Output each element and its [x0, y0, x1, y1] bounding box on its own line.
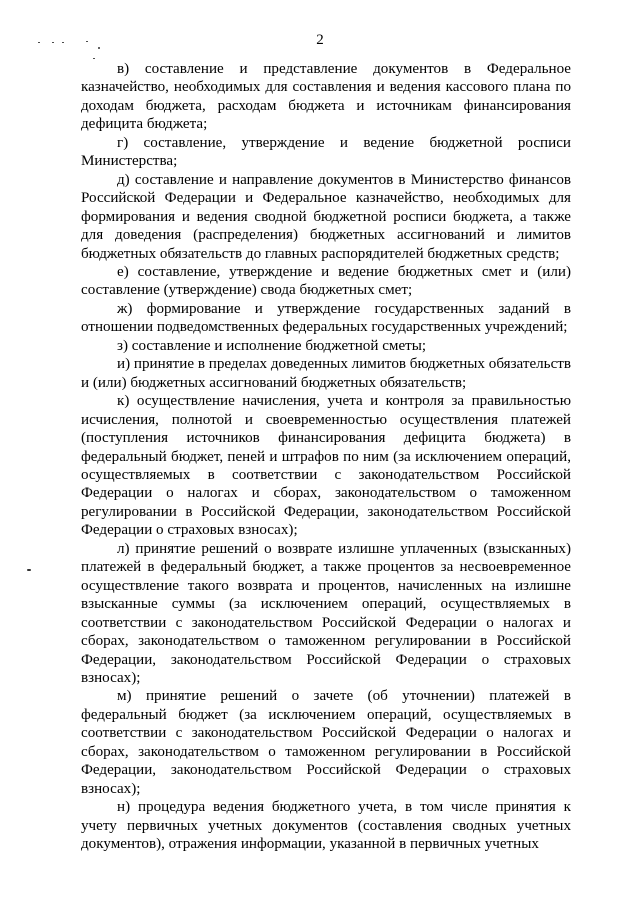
paragraph-z: з) составление и исполнение бюджетной сметы;: [117, 337, 427, 354]
paragraph-g: г) составление, утверждение и ведение бюджетной росписи Министерства;: [81, 134, 571, 170]
paragraph-i: и) принятие в пределах доведенных лимитов бюджетных обязательств и (или) бюджетных ассигнований бюджетных обязательств;: [81, 356, 571, 391]
paragraph-d: д) составление и направление документов в Министерство финансов Российской Федерации и Федеральное казначейство, необходимых для формирования и ведения сводной бюджетной росписи бюджета, а также для доведения (распределения) бюджетных ассигнований и лимитов бюджетных обязательств до главных распорядителей бюджетных средств;: [81, 171, 571, 262]
paragraph-e: е) составление, утверждение и ведение бюджетных смет и (или) составление (утверждение) свода бюджетных смет;: [81, 263, 571, 299]
paragraph-l: л) принятие решений о возврате излишне уплаченных (взысканных) платежей в федеральный бюджет, а также процентов за несвоевременное осуществление такого возврата и процентов, начисленных на излишне взысканные суммы (за исключением операций, осуществляемых в соответствии с законодательством Российской Федерации о налогах и сборах, законодательством о таможенном регулировании в Российской Федерации, законодательством Российской Федерации о страховых взносах);: [81, 540, 571, 686]
paragraph-k: к) осуществление начисления, учета и контроля за правильностью исчисления, полнотой и своевременностью осуществления платежей (поступления источников финансирования дефицита бюджета) в федеральный бюджет, пеней и штрафов по ним (за исключением операций, осуществляемых в соответствии с законодательством Российской Федерации о налогах и сборах, законодательством о таможенном регулировании в Российской Федерации, законодательством Российской Федерации о страховых взносах);: [81, 393, 571, 539]
paragraph-zh: ж) формирование и утверждение государственных заданий в отношении подведомственных федеральных государственных учреждений;: [81, 300, 571, 336]
body-text: [81, 60, 571, 853]
paragraph-m: м) принятие решений о зачете (об уточнении) платежей в федеральный бюджет (за исключением операций, осуществляемых в соответствии с законодательством Российской Федерации о налогах и сборах, законодательством о таможенном регулировании в Российской Федерации, законодательством Российской Федерации о страховых взносах);: [81, 688, 571, 797]
page-number: 2: [316, 32, 324, 48]
paragraph-v: в) составление и представление документов в Федеральное казначейство, необходимых для составления и ведения кассового плана по доходам бюджета, расходам бюджета и источникам финансирования дефицита бюджета;: [81, 61, 571, 133]
paragraph-n: н) процедура ведения бюджетного учета, в том числе принятия к учету первичных учетных документов (составления сводных учетных документов), отражения информации, указанной в первичных учетных: [81, 799, 571, 853]
